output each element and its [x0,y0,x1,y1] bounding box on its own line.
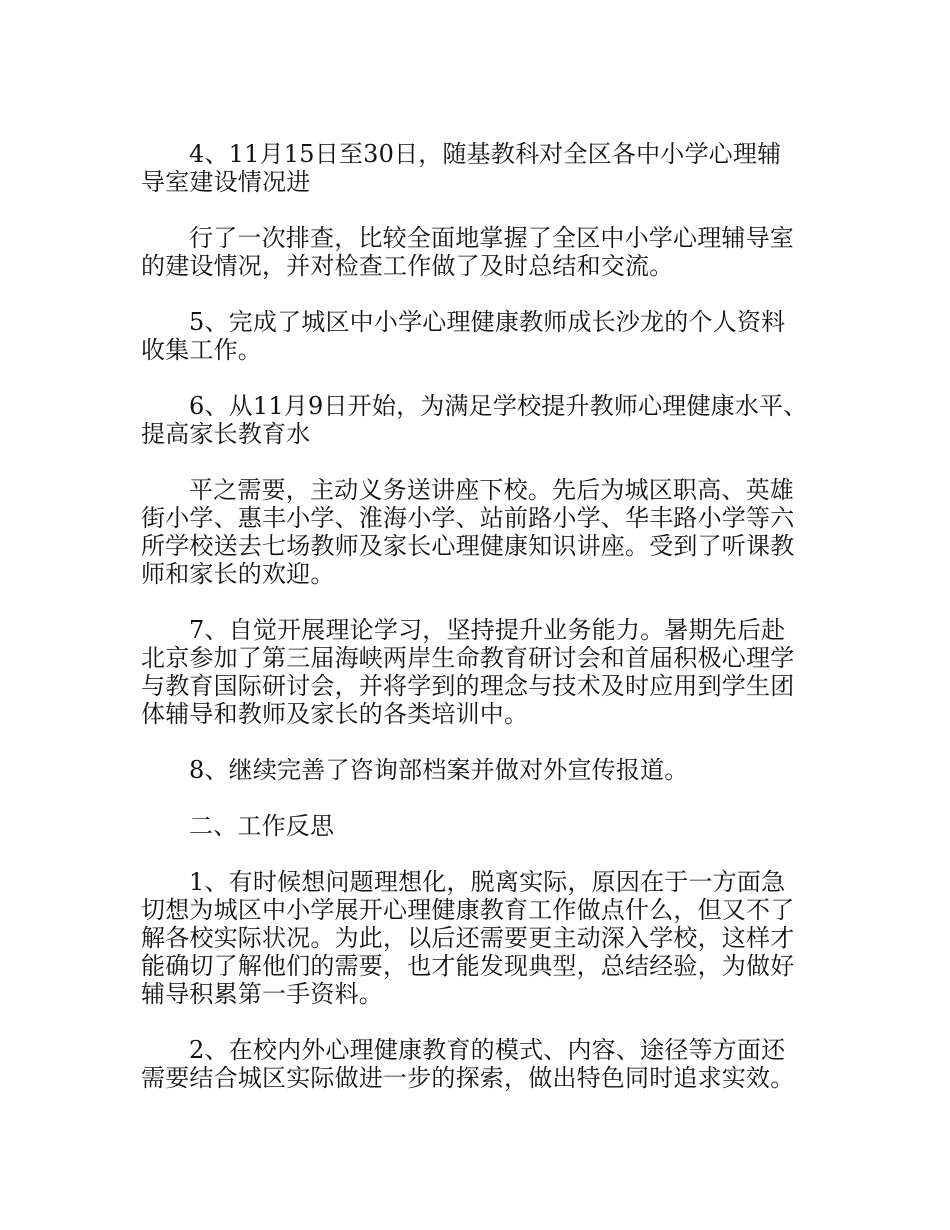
paragraph-item-6-part2: 平之需要，主动义务送讲座下校。先后为城区职高、英雄街小学、惠丰小学、淮海小学、站前路小学、华丰路小学等六所学校送去七场教师及家长心理健康知识讲座。受到了听课教师和家长的欢迎。 [141,476,795,588]
paragraph-item-8: 8、继续完善了咨询部档案并做对外宣传报道。 [189,756,689,784]
document-body [141,140,821,1120]
paragraph-item-4-part2: 行了一次排查，比较全面地掌握了全区中小学心理辅导室的建设情况，并对检查工作做了及时总结和交流。 [141,224,794,280]
paragraph-item-7: 7、自觉开展理论学习，坚持提升业务能力。暑期先后赴北京参加了第三届海峡两岸生命教育研讨会和首届积极心理学与教育国际研讨会，并将学到的理念与技术及时应用到学生团体辅导和教师及家长的各类培训中。 [141,616,795,728]
paragraph-item-5: 5、完成了城区中小学心理健康教师成长沙龙的个人资料 收集工作。 [141,308,786,364]
paragraph-reflection-1: 1、有时候想问题理想化，脱离实际，原因在于一方面急切想为城区中小学展开心理健康教育工作做点什么，但又不了解各校实际状况。为此，以后还需要更主动深入学校，这样才能确切了解他们的需要，也才能发现典型，总结经验，为做好辅导积累第一手资料。 [141,868,795,1008]
paragraph-reflection-2: 2、在校内外心理健康教育的模式、内容、途径等方面还需要结合城区实际做进一步的探索，做出特色同时追求实效。 [141,1036,795,1092]
section-heading-reflection: 二、工作反思 [189,812,335,840]
paragraph-item-6-part1: 6、从11月9日开始，为满足学校提升教师心理健康水平、 提高家长教育水 [141,392,808,448]
paragraph-item-4-part1: 4、11月15日至30日，随基教科对全区各中小学心理辅 导室建设情况进 [141,140,782,196]
